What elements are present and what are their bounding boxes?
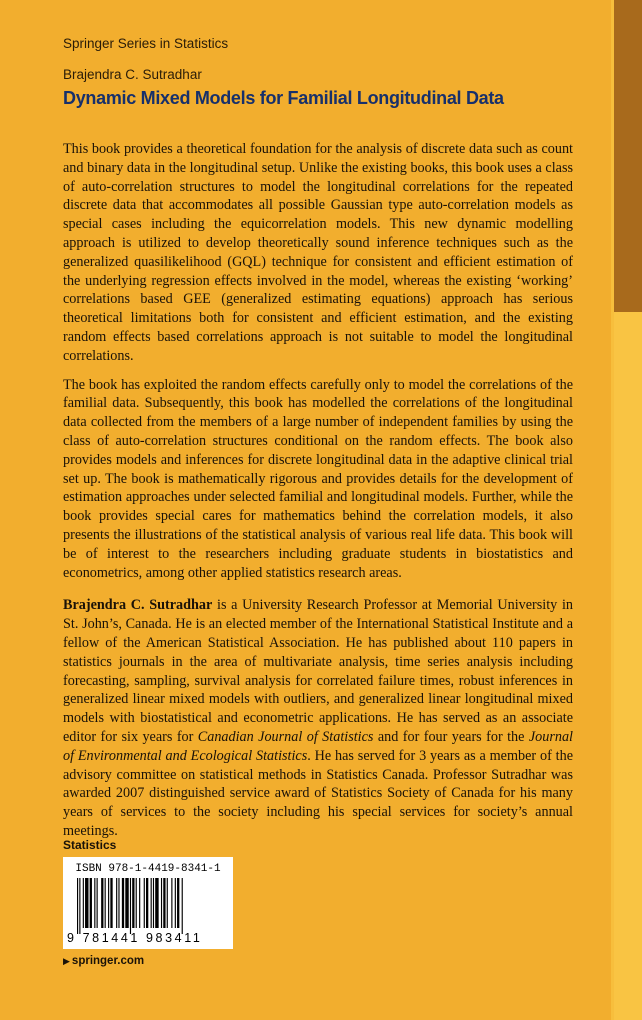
barcode-bar xyxy=(146,878,148,928)
book-title: Dynamic Mixed Models for Familial Longitudinal Data xyxy=(63,88,504,108)
barcode-bar xyxy=(167,878,168,928)
bio-text-2: and for four years for the xyxy=(373,728,529,745)
barcode-bar xyxy=(139,878,140,928)
website-link[interactable] xyxy=(63,955,144,967)
barcode-bar xyxy=(110,878,112,928)
website-label: springer.com xyxy=(71,955,145,967)
barcode-bar xyxy=(77,878,78,934)
barcode-bar xyxy=(83,878,84,928)
barcode-bar xyxy=(161,878,162,928)
barcode-bar xyxy=(105,878,106,928)
spine-dark-band xyxy=(614,0,642,312)
barcode-bar xyxy=(132,878,134,928)
barcode-bar xyxy=(116,878,117,928)
bio-text-1: is a University Research Professor at Memorial University in St. John’s, Canada. He is an elected member of the International Statistical Institute and a fellow of the American Statistical Association. He has published about 110 papers in statistics journals in the area of multivariate analysis, time series analysis including forecasting, sampling, survival analysis for correlated failure times, robust inferences in generalized linear mixed models with outliers, and generalized linear longitudinal mixed models with biostatistical and econometric applications. He has served as an associate editor for six years for xyxy=(63,597,573,745)
barcode-bar xyxy=(122,878,124,928)
series-name: Springer Series in Statistics xyxy=(63,36,229,51)
category-label: Statistics xyxy=(63,838,117,852)
barcode-bar xyxy=(97,878,98,928)
spine-light-band xyxy=(614,312,642,1020)
barcode-bar xyxy=(163,878,165,928)
barcode-bar xyxy=(79,878,80,934)
description-paragraph-2: The book has exploited the random effects carefully only to model the correlations of the familial data. Subsequently, this book has modelled the correlations of the longitudinal data collected from the members of a large number of independent families by using the class of auto-correlation structures conditional on the random effects. The book also provides models and inferences for discrete longitudinal data in the adaptive clinical trial set up. The book is mathematically rigorous and provides details for the development of estimation approaches under selected familial and longitudinal models. Further, while the book provides special cares for mathematics behind the correlation models, it also presents the illustrations of the statistical analysis of various real life data. This book will be of interest to the researchers including graduate students in biostatistics and econometrics, among other applied statistics research areas. xyxy=(63,376,573,581)
barcode-bar xyxy=(90,878,92,928)
barcode-bar xyxy=(118,878,119,928)
barcode-bar xyxy=(101,878,103,928)
barcode-bar xyxy=(144,878,145,928)
barcode-bar xyxy=(130,878,131,934)
description xyxy=(63,140,573,851)
isbn-barcode xyxy=(63,857,233,949)
isbn-label: ISBN 978-1-4419-8341-1 xyxy=(75,863,221,875)
barcode-bar xyxy=(136,878,137,928)
barcode-bars xyxy=(77,878,227,934)
barcode-bar xyxy=(94,878,95,928)
author-bio xyxy=(63,596,573,840)
barcode-bar xyxy=(177,878,179,928)
barcode-bar xyxy=(182,878,183,934)
barcode-digits: 9 781441 983411 xyxy=(67,931,203,945)
barcode-bar xyxy=(155,878,158,928)
bio-journal-1: Canadian Journal of Statistics xyxy=(197,728,374,745)
bio-text-3: . He has served for 3 years as a member of the advisory committee on statistical methods in Statistics Canada. Professor Sutradhar was awarded 2007 distinguished service award of Statistics Society of Canada for his many years of services to the society including his special services for society’s annual meetings. xyxy=(63,747,573,839)
author-name: Brajendra C. Sutradhar xyxy=(63,67,202,82)
barcode-bar xyxy=(125,878,128,928)
barcode-bar xyxy=(153,878,154,928)
barcode-bar xyxy=(175,878,176,928)
bio-journal-2: Journal of Environmental and Ecological Statistics xyxy=(63,728,573,764)
description-paragraph-1: This book provides a theoretical foundation for the analysis of discrete data such as count and binary data in the longitudinal setup. Unlike the existing books, this book uses a class of auto-correlation structures to model the longitudinal correlations for the repeated discrete data that accommodates all possible Gaussian type auto-correlation models as special cases including the equicorrelation models. This new dynamic modelling approach is utilized to develop theoretically sound inference techniques such as the generalized quasilikelihood (GQL) technique for consistent and efficient estimation of the underlying regression effects involved in the model, whereas the existing ‘working’ correlations based GEE (generalized estimating equations) approach has serious theoretical limitations both for consistent and efficient estimation, and the existing random effects based correlations approach is not suitable to model the longitudinal correlations. xyxy=(63,141,573,364)
barcode-bar xyxy=(171,878,172,928)
arrow-icon: ▶ xyxy=(63,956,70,966)
barcode-bar xyxy=(151,878,152,928)
spine-divider xyxy=(611,0,614,1020)
barcode-bar xyxy=(85,878,88,928)
bio-author-name: Brajendra C. Sutradhar xyxy=(63,597,213,614)
barcode-bar xyxy=(108,878,109,928)
